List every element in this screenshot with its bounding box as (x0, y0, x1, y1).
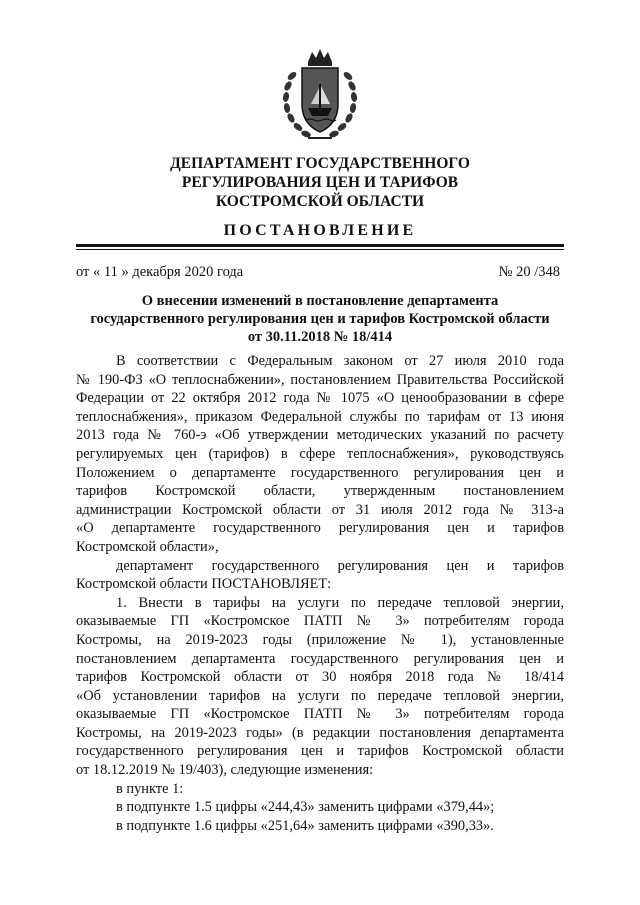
document-type: ПОСТАНОВЛЕНИЕ (223, 222, 417, 239)
body-line: Костромы, на 2019-2023 годы» (в редакции постановления департамента (76, 724, 564, 741)
body-line: от 18.12.2019 № 19/403), следующие изменения: (76, 762, 374, 779)
list-item: в подпункте 1.5 цифры «244,43» заменить цифрами «379,44»; (116, 799, 495, 816)
body-line: постановлением департамента государственного регулирования цен и (76, 650, 564, 667)
body-line: администрации Костромской области от 31 июля 2012 года № 313-а (76, 501, 564, 518)
document-date: от « 11 » декабря 2020 года (76, 264, 244, 280)
body-line: теплоснабжения», приказом Федеральной службы по тарифам от 13 июня (76, 408, 564, 425)
title-line: от 30.11.2018 № 18/414 (247, 329, 393, 345)
divider-thin (76, 249, 564, 250)
body-line: № 190-ФЗ «О теплоснабжении», постановлением Правительства Российской (76, 371, 564, 388)
coat-of-arms-icon (278, 46, 362, 144)
body-line: «О департаменте государственного регулирования цен и тарифов (76, 520, 564, 537)
body-line: Положением о департаменте государственного регулирования цен и (76, 464, 564, 481)
body-line: 2013 года № 760-э «Об утверждении методических указаний по расчету (76, 427, 564, 444)
title-line: государственного регулирования цен и тарифов Костромской области (90, 311, 550, 327)
divider-thick (76, 244, 564, 247)
body-line: 1. Внести в тарифы на услуги по передаче тепловой энергии, (116, 594, 564, 611)
body-line: «Об установлении тарифов на услуги по передаче тепловой энергии, (76, 687, 564, 704)
body-line: государственного регулирования цен и тарифов Костромской области (76, 743, 564, 760)
document-number: № 20 /348 (498, 264, 560, 280)
body-line: Федерации от 22 октября 2012 года № 1075 «О ценообразовании в сфере (76, 390, 564, 407)
body-line: оказываемые ГП «Костромское ПАТП № 3» потребителям города (76, 706, 564, 723)
department-line: ДЕПАРТАМЕНТ ГОСУДАРСТВЕННОГО (170, 155, 470, 172)
body-line: Костромской области ПОСТАНОВЛЯЕТ: (76, 576, 332, 593)
body-line: оказываемые ГП «Костромское ПАТП № 3» потребителям города (76, 613, 564, 630)
document-body (76, 352, 564, 835)
body-line: департамент государственного регулирования цен и тарифов (116, 557, 564, 574)
list-item: в пункте 1: (116, 780, 184, 797)
body-line: регулируемых цен (тарифов) в сфере теплоснабжения», руководствуясь (76, 445, 564, 462)
document-title (76, 292, 564, 346)
department-name (60, 154, 580, 211)
title-line: О внесении изменений в постановление департамента (141, 293, 499, 309)
body-line: В соответствии с Федеральным законом от 27 июля 2010 года (116, 353, 564, 369)
body-line: тарифов Костромской области от 30 ноября 2018 года № 18/414 (76, 669, 564, 686)
department-line: КОСТРОМСКОЙ ОБЛАСТИ (215, 193, 425, 210)
body-line: тарифов Костромской области, утвержденным постановлением (76, 483, 564, 500)
body-line: Костромы, на 2019-2023 годы (приложение № 1), установленные (76, 631, 564, 648)
body-line: Костромской области», (76, 538, 219, 555)
department-line: РЕГУЛИРОВАНИЯ ЦЕН И ТАРИФОВ (181, 174, 459, 191)
list-item: в подпункте 1.6 цифры «251,64» заменить цифрами «390,33». (116, 817, 494, 834)
